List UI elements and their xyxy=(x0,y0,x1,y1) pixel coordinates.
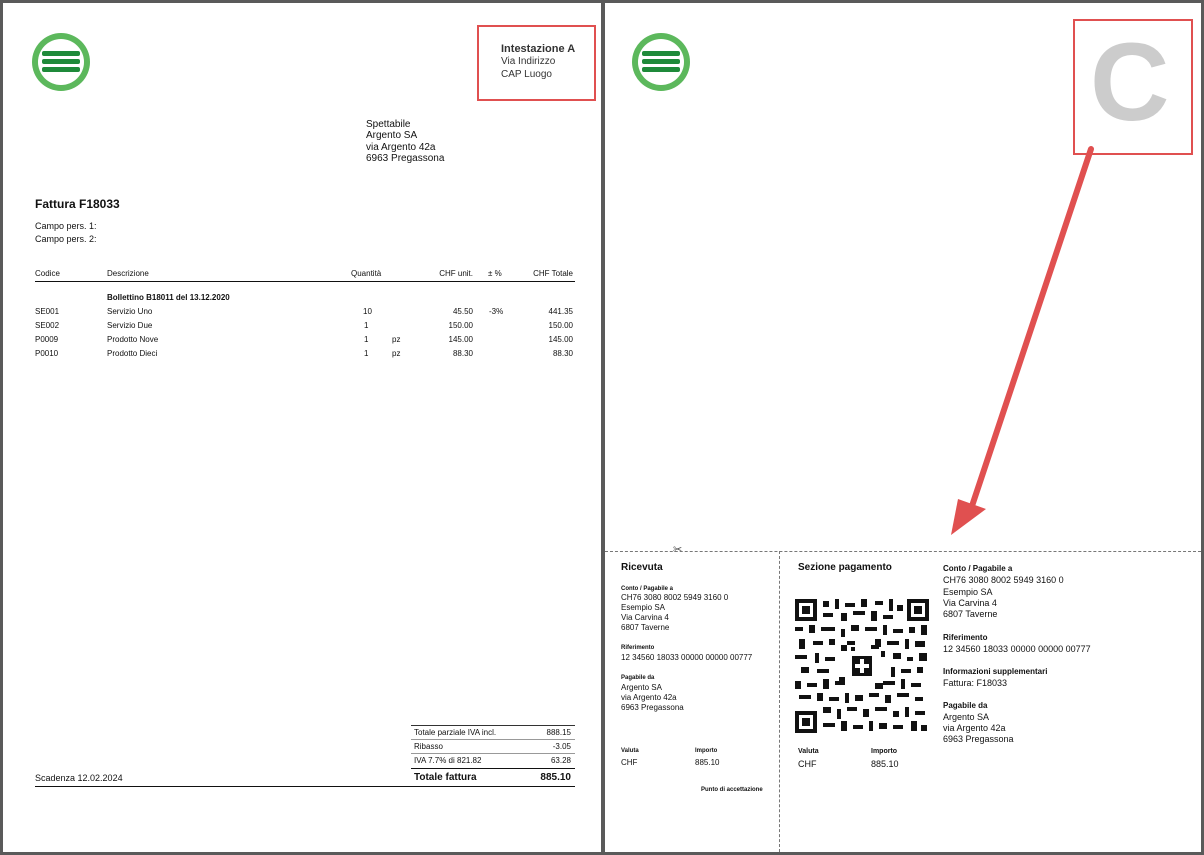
row-total: 441.35 xyxy=(548,307,573,316)
row-price: 45.50 xyxy=(452,307,473,316)
receipt-payee-street: Via Carvina 4 xyxy=(621,613,669,622)
receipt-reference: 12 34560 18033 00000 00000 00777 xyxy=(621,653,753,662)
table-header-rule xyxy=(35,281,575,282)
col-total: CHF Totale xyxy=(533,269,573,278)
row-qty: 10 xyxy=(363,307,372,316)
payment-account-label: Conto / Pagabile a xyxy=(943,564,1013,573)
row-total: 150.00 xyxy=(548,321,573,330)
footer-rule xyxy=(35,786,575,787)
invoice-page-qr xyxy=(605,3,1201,852)
row-description: Prodotto Nove xyxy=(107,335,159,344)
receipt-ref-label: Riferimento xyxy=(621,645,655,651)
receipt-payee-name: Esempio SA xyxy=(621,603,666,612)
vat-label: IVA 7.7% di 821.82 xyxy=(414,756,482,765)
payment-amount-label: Importo xyxy=(871,748,898,755)
sender-line2: CAP Luogo xyxy=(501,69,552,80)
row-total: 145.00 xyxy=(548,335,573,344)
payment-info-label: Informazioni supplementari xyxy=(943,667,1048,676)
receipt-payee-city: 6807 Taverne xyxy=(621,623,670,632)
receipt-separator xyxy=(779,551,780,852)
row-price: 88.30 xyxy=(452,349,473,358)
receipt-title: Ricevuta xyxy=(621,562,663,573)
receipt-payer-label: Pagabile da xyxy=(621,675,655,681)
totals-rule-grand xyxy=(411,768,575,769)
col-unit-price: CHF unit. xyxy=(439,269,473,278)
payment-payee-name: Esempio SA xyxy=(943,587,993,597)
row-description: Prodotto Dieci xyxy=(107,349,158,358)
totals-rule-top xyxy=(411,725,575,726)
qr-code-icon xyxy=(795,599,929,733)
recipient-city: 6963 Pregassona xyxy=(366,153,445,164)
receipt-amount: 885.10 xyxy=(695,758,720,767)
invoice-title: Fattura F18033 xyxy=(35,197,120,211)
watermark-letter: C xyxy=(1090,21,1170,144)
receipt-currency: CHF xyxy=(621,758,638,767)
grand-total-label: Totale fattura xyxy=(414,772,477,783)
payment-iban: CH76 3080 8002 5949 3160 0 xyxy=(943,575,1064,585)
payment-title: Sezione pagamento xyxy=(798,562,892,573)
invoice-page xyxy=(3,3,601,852)
receipt-iban: CH76 3080 8002 5949 3160 0 xyxy=(621,593,729,602)
custom-field-2: Campo pers. 2: xyxy=(35,234,97,244)
payment-reference: 12 34560 18033 00000 00000 00777 xyxy=(943,644,1091,654)
cut-line xyxy=(605,551,1201,552)
row-total: 88.30 xyxy=(552,349,573,358)
payment-payer-street: via Argento 42a xyxy=(943,723,1006,733)
totals-rule xyxy=(411,753,575,754)
payment-info: Fattura: F18033 xyxy=(943,678,1008,688)
recipient-street: via Argento 42a xyxy=(366,142,436,153)
col-qty: Quantità xyxy=(351,269,382,278)
col-discount: ± % xyxy=(488,269,502,278)
row-discount: -3% xyxy=(489,307,504,316)
sender-line1: Via Indirizzo xyxy=(501,56,556,67)
scissors-icon: ✂ xyxy=(673,544,683,556)
row-code: SE002 xyxy=(35,321,60,330)
discount-value: -3.05 xyxy=(552,742,571,751)
row-description: Servizio Due xyxy=(107,321,153,330)
payment-amount: 885.10 xyxy=(871,759,899,769)
row-code: SE001 xyxy=(35,307,60,316)
col-code: Codice xyxy=(35,269,60,278)
custom-field-1: Campo pers. 1: xyxy=(35,221,97,231)
row-qty: 1 xyxy=(364,321,369,330)
receipt-payer-name: Argento SA xyxy=(621,683,662,692)
row-unit: pz xyxy=(392,335,401,344)
payment-payer-label: Pagabile da xyxy=(943,701,988,710)
due-date: Scadenza 12.02.2024 xyxy=(35,773,123,783)
payment-currency-label: Valuta xyxy=(798,748,819,755)
payment-ref-label: Riferimento xyxy=(943,633,988,642)
acceptance-point: Punto di accettazione xyxy=(701,787,763,793)
payment-payee-street: Via Carvina 4 xyxy=(943,598,997,608)
receipt-payer-street: via Argento 42a xyxy=(621,693,677,702)
row-unit: pz xyxy=(392,349,401,358)
row-description: Servizio Uno xyxy=(107,307,153,316)
vat-value: 63.28 xyxy=(550,756,571,765)
row-qty: 1 xyxy=(364,335,369,344)
subtotal-label: Totale parziale IVA incl. xyxy=(414,728,497,737)
recipient-salutation: Spettabile xyxy=(366,119,411,130)
grand-total-value: 885.10 xyxy=(540,772,571,783)
payment-payer-city: 6963 Pregassona xyxy=(943,734,1014,744)
payment-currency: CHF xyxy=(798,759,817,769)
recipient-name: Argento SA xyxy=(366,130,418,141)
receipt-amount-label: Importo xyxy=(695,748,718,754)
subtotal-value: 888.15 xyxy=(546,728,571,737)
payment-payer-name: Argento SA xyxy=(943,712,990,722)
row-code: P0010 xyxy=(35,349,59,358)
receipt-payer-city: 6963 Pregassona xyxy=(621,703,684,712)
totals-rule xyxy=(411,739,575,740)
discount-label: Ribasso xyxy=(414,742,443,751)
col-description: Descrizione xyxy=(107,269,149,278)
group-heading: Bollettino B18011 del 13.12.2020 xyxy=(107,293,230,302)
sender-name: Intestazione A xyxy=(501,43,576,55)
row-code: P0009 xyxy=(35,335,59,344)
receipt-account-label: Conto / Pagabile a xyxy=(621,586,674,592)
payment-payee-city: 6807 Taverne xyxy=(943,609,998,619)
row-qty: 1 xyxy=(364,349,369,358)
row-price: 145.00 xyxy=(448,335,473,344)
receipt-currency-label: Valuta xyxy=(621,748,639,754)
logo-icon xyxy=(32,33,90,91)
row-price: 150.00 xyxy=(448,321,473,330)
